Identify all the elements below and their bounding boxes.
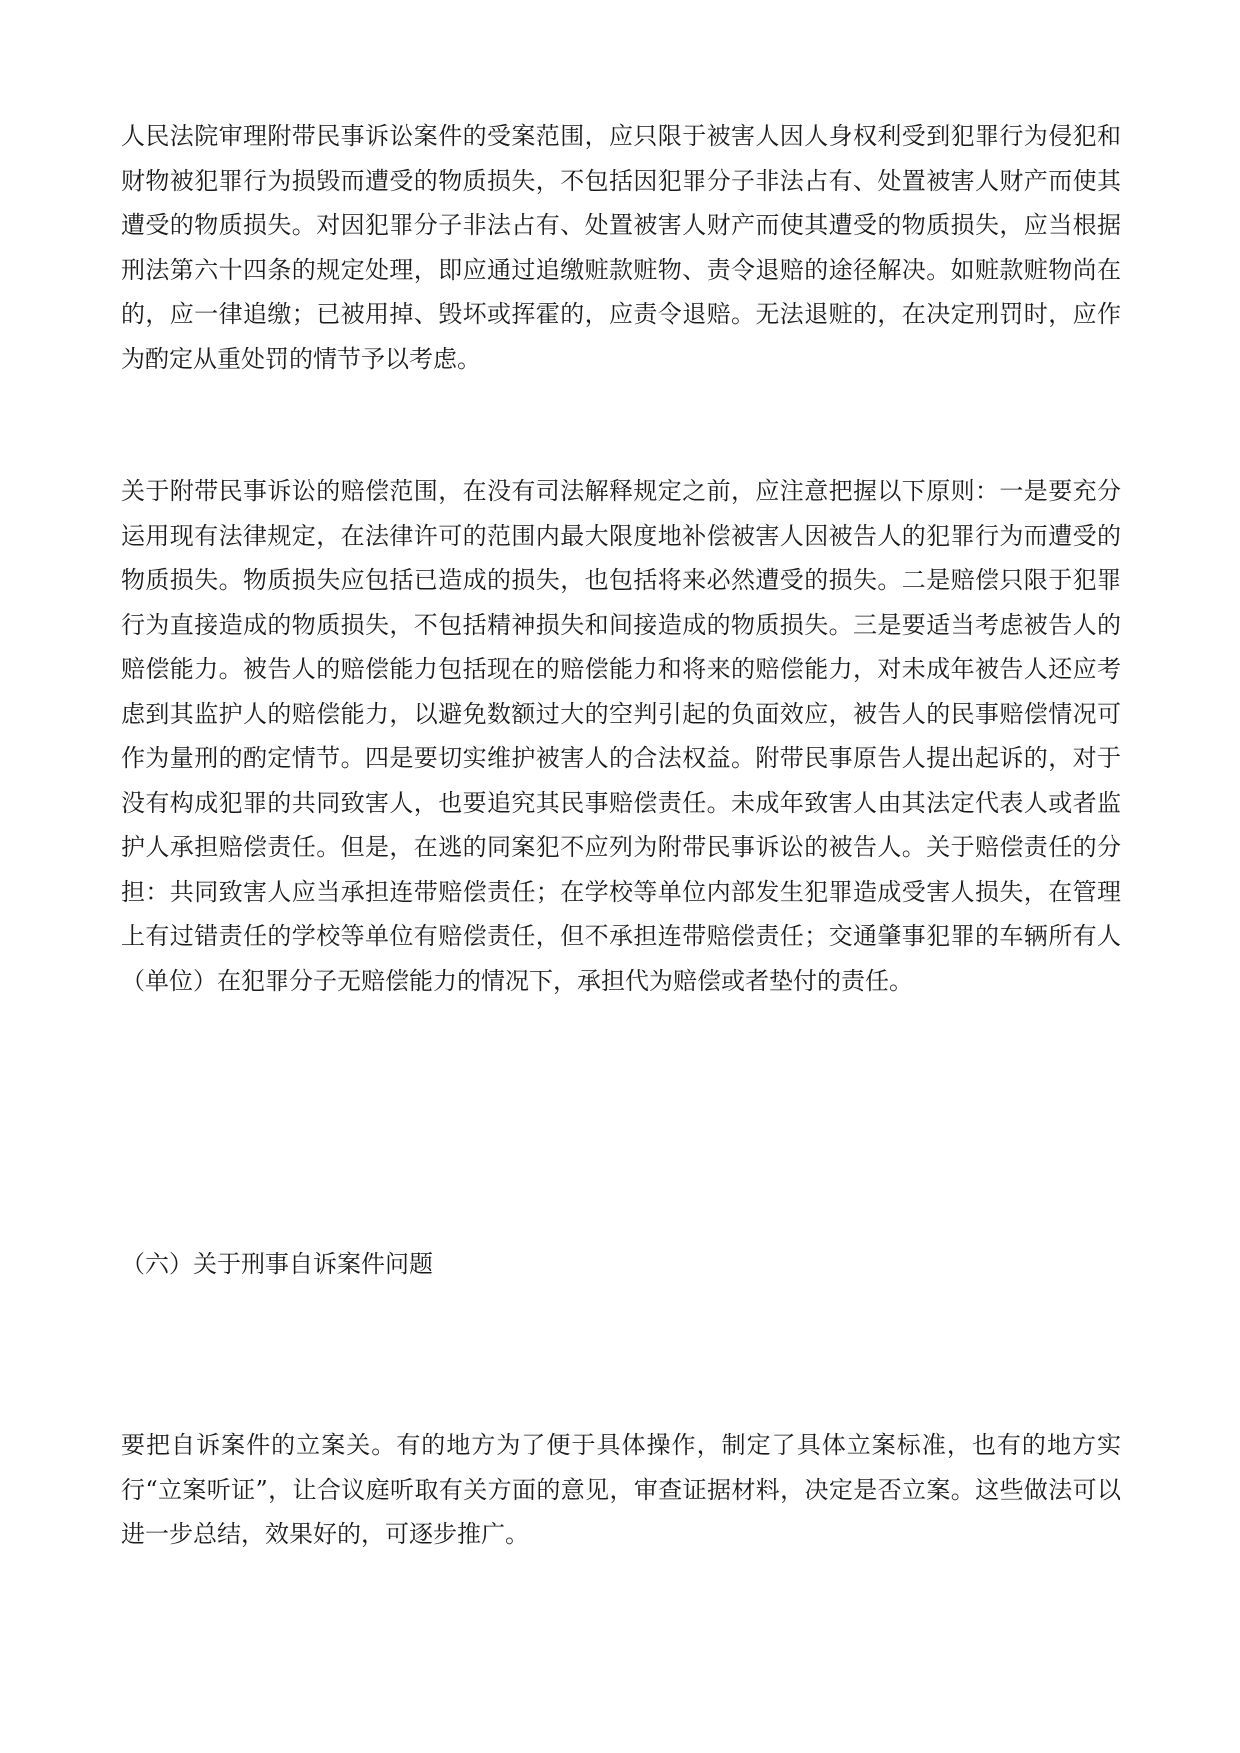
paragraph-private-prosecution: 要把自诉案件的立案关。有的地方为了便于具体操作，制定了具体立案标准，也有的地方实行“立案听证”，让合议庭听取有关方面的意见，审查证据材料，决定是否立案。这些做法可以进一步总结，效果好的，可逐步推广。 [121,1431,1121,1548]
paragraph-civil-suit-scope: 人民法院审理附带民事诉讼案件的受案范围，应只限于被害人因人身权利受到犯罪行为侵犯和财物被犯罪行为损毁而遭受的物质损失，不包括因犯罪分子非法占有、处置被害人财产而使其遭受的物质损失。对因犯罪分子非法占有、处置被害人财产而使其遭受的物质损失，应当根据刑法第六十四条的规定处理，即应通过追缴赃款赃物、责令退赔的途径解决。如赃款赃物尚在的，应一律追缴；已被用掉、毁坏或挥霍的，应责令退赔。无法退赃的，在决定刑罚时，应作为酌定从重处罚的情节予以考虑。 [121,122,1121,373]
paragraph-compensation-scope: 关于附带民事诉讼的赔偿范围，在没有司法解释规定之前，应注意把握以下原则：一是要充分运用现有法律规定，在法律许可的范围内最大限度地补偿被害人因被告人的犯罪行为而遭受的物质损失。物质损失应包括已造成的损失，也包括将来必然遭受的损失。二是赔偿只限于犯罪行为直接造成的物质损失，不包括精神损失和间接造成的物质损失。三是要适当考虑被告人的赔偿能力。被告人的赔偿能力包括现在的赔偿能力和将来的赔偿能力，对未成年被告人还应考虑到其监护人的赔偿能力，以避免数额过大的空判引起的负面效应，被告人的民事赔偿情况可作为量刑的酌定情节。四是要切实维护被害人的合法权益。附带民事原告人提出起诉的，对于没有构成犯罪的共同致害人，也要追究其民事赔偿责任。未成年致害人由其法定代表人或者监护人承担赔偿责任。但是，在逃的同案犯不应列为附带民事诉讼的被告人。关于赔偿责任的分担：共同致害人应当承担连带赔偿责任；在学校等单位内部发生犯罪造成受害人损失，在管理上有过错责任的学校等单位有赔偿责任，但不承担连带赔偿责任；交通肇事犯罪的车辆所有人（单位）在犯罪分子无赔偿能力的情况下，承担代为赔偿或者垫付的责任。 [121,477,1121,995]
section-heading: （六）关于刑事自诉案件问题 [121,1250,433,1278]
